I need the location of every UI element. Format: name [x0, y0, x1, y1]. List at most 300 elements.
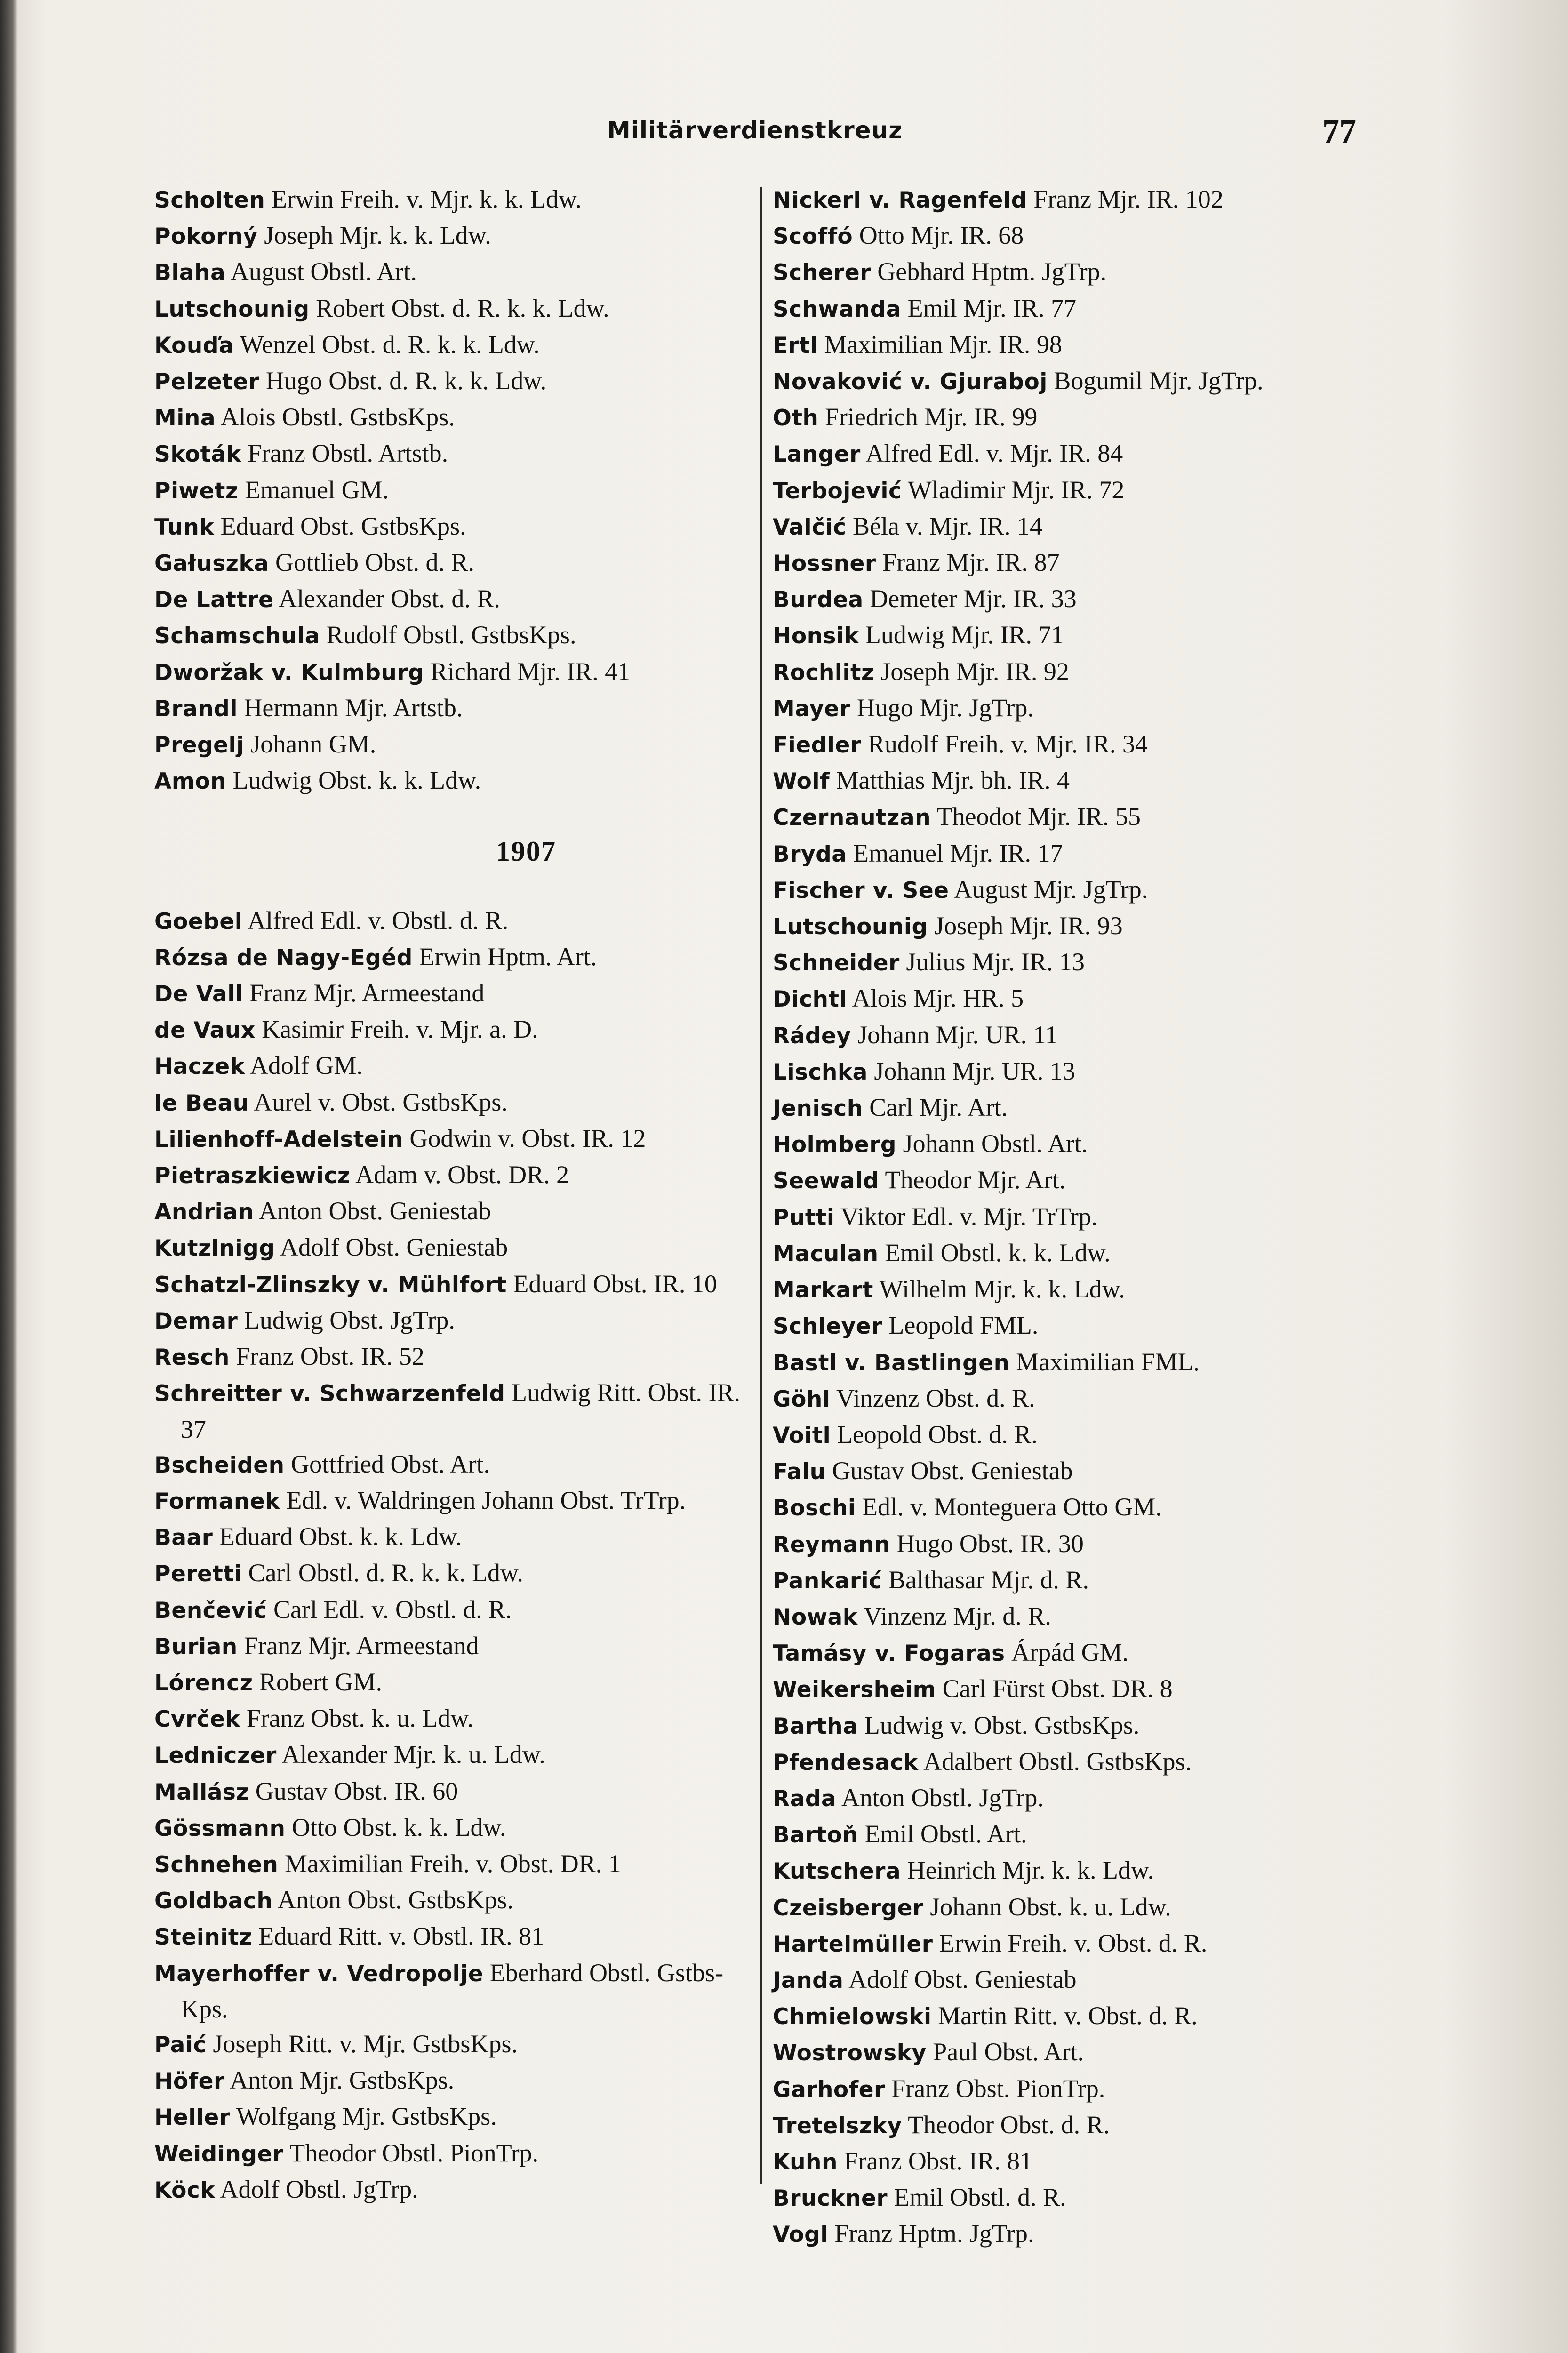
entry-surname: Markart [773, 1277, 873, 1304]
list-entry [154, 363, 766, 400]
entry-surname: Ledniczer [154, 1743, 277, 1769]
list-entry [154, 1701, 766, 1737]
entry-detail: Árpád GM. [1011, 1638, 1129, 1667]
entry-surname: Blaha [154, 260, 226, 286]
entry-detail: August Mjr. JgTrp. [954, 875, 1148, 904]
entry-detail: Franz Hptm. JgTrp. [834, 2219, 1034, 2248]
entry-surname: Seewald [773, 1168, 879, 1194]
entry-detail: Franz Obst. IR. 52 [236, 1342, 424, 1371]
list-entry [154, 2172, 766, 2208]
entry-surname: Goldbach [154, 1888, 273, 1914]
entry-surname: Cvrček [154, 1706, 240, 1733]
list-entry [773, 654, 1399, 690]
entry-surname: Vogl [773, 2222, 828, 2248]
entry-detail: Franz Obstl. Artstb. [248, 439, 448, 468]
entry-surname: De Lattre [154, 587, 274, 613]
entry-detail: Martin Ritt. v. Obst. d. R. [938, 2001, 1198, 2030]
entry-surname: Höfer [154, 2068, 225, 2095]
list-entry [773, 1162, 1399, 1199]
list-entry [773, 2107, 1399, 2144]
entry-surname: Mina [154, 405, 216, 432]
entry-surname: Lilienhoff-Adelstein [154, 1126, 403, 1152]
entry-detail: Carl Mjr. Art. [869, 1093, 1008, 1122]
entry-surname: Fiedler [773, 732, 862, 759]
entry-surname: Köck [154, 2177, 216, 2203]
list-entry [773, 2180, 1399, 2216]
list-entry [773, 1308, 1399, 1344]
entry-detail: Theodor Obst. d. R. [908, 2110, 1110, 2139]
entry-surname: Gałuszka [154, 551, 269, 577]
year-heading: 1907 [496, 836, 556, 867]
list-entry [154, 2136, 766, 2172]
list-entry [773, 872, 1399, 908]
entry-detail: Richard Mjr. IR. 41 [430, 657, 631, 686]
entry-surname: Haczek [154, 1054, 245, 1080]
entry-detail: Anton Obstl. JgTrp. [841, 1783, 1044, 1812]
left-list-section-1 [154, 182, 766, 799]
page-number: 77 [1322, 112, 1356, 150]
entry-detail: Franz Obst. k. u. Ldw. [246, 1704, 474, 1733]
list-entry [773, 1708, 1399, 1744]
list-entry [773, 1017, 1399, 1054]
entry-detail: Wilhelm Mjr. k. k. Ldw. [879, 1275, 1125, 1304]
entry-surname: Pelzeter [154, 369, 260, 395]
list-entry [773, 836, 1399, 872]
entry-detail: Bogumil Mjr. JgTrp. [1054, 367, 1264, 395]
entry-surname: Bastl v. Bastlingen [773, 1350, 1010, 1376]
list-entry [773, 472, 1399, 509]
right-list [773, 182, 1399, 2253]
entry-surname: Czernautzan [773, 805, 931, 831]
entry-surname: Schwanda [773, 296, 902, 322]
entry-surname: Rádey [773, 1023, 851, 1049]
entry-detail: Theodor Mjr. Art. [885, 1166, 1066, 1194]
entry-surname: Maculan [773, 1241, 879, 1267]
entry-surname: Resch [154, 1345, 230, 1371]
entry-surname: Burian [154, 1633, 238, 1660]
list-entry [773, 509, 1399, 545]
entry-surname: Schneider [773, 950, 900, 976]
entry-detail: Adalbert Obstl. GstbsKps. [923, 1747, 1192, 1776]
list-entry [154, 1774, 766, 1810]
entry-surname: Holmberg [773, 1132, 897, 1158]
list-entry [773, 690, 1399, 727]
entry-surname: Piwetz [154, 478, 239, 504]
entry-detail: Ludwig v. Obst. GstbsKps. [864, 1711, 1140, 1739]
entry-detail: Alois Mjr. HR. 5 [852, 984, 1024, 1013]
entry-detail: Julius Mjr. IR. 13 [906, 948, 1085, 976]
entry-detail: Johann Mjr. UR. 13 [874, 1056, 1075, 1085]
list-entry [773, 545, 1399, 581]
entry-surname: Dworžak v. Kulmburg [154, 659, 424, 686]
entry-surname: Pregelj [154, 732, 244, 759]
entry-surname: Pokorný [154, 224, 258, 250]
list-entry [773, 1381, 1399, 1417]
list-entry [154, 727, 766, 763]
entry-detail: Theodor Obstl. PionTrp. [289, 2138, 539, 2167]
list-entry [773, 400, 1399, 436]
entry-surname: Kutzlnigg [154, 1235, 275, 1262]
entry-surname: Wostrowsky [773, 2040, 927, 2066]
list-entry [154, 654, 766, 690]
entry-detail: Eduard Obst. GstbsKps. [220, 512, 466, 540]
list-entry [773, 617, 1399, 654]
entry-detail: Adolf Obst. Geniestab [280, 1233, 508, 1262]
entry-surname: Boschi [773, 1495, 856, 1521]
entry-detail: Vinzenz Obst. d. R. [836, 1384, 1035, 1412]
list-entry [154, 1665, 766, 1701]
entry-surname: Mayerhoffer v. Vedropolje [154, 1961, 484, 1987]
list-entry [773, 1126, 1399, 1162]
entry-surname: Skoták [154, 441, 241, 468]
entry-surname: Hartelmüller [773, 1931, 933, 1957]
entry-detail: Leopold FML. [888, 1311, 1039, 1340]
entry-surname: Formanek [154, 1488, 280, 1514]
entry-detail: Eduard Obst. IR. 10 [513, 1269, 717, 1298]
list-entry [154, 509, 766, 545]
entry-surname: Scherer [773, 260, 871, 286]
entry-surname: Nickerl v. Ragenfeld [773, 187, 1027, 213]
entry-detail: Hugo Mjr. JgTrp. [856, 693, 1034, 722]
entry-surname: Nowak [773, 1604, 858, 1630]
entry-surname: Pfendesack [773, 1749, 919, 1776]
list-entry [154, 1048, 766, 1084]
list-entry [154, 1592, 766, 1628]
entry-surname: Andrian [154, 1199, 254, 1225]
list-entry [154, 1303, 766, 1339]
entry-detail: Joseph Mjr. k. k. Ldw. [264, 221, 491, 250]
entry-detail: Joseph Ritt. v. Mjr. GstbsKps. [213, 2029, 518, 2058]
list-entry [154, 472, 766, 509]
list-entry [773, 2144, 1399, 2180]
entry-surname: Schnehen [154, 1851, 279, 1878]
list-entry [773, 1817, 1399, 1853]
left-list-section-2 [154, 903, 766, 2208]
entry-detail: Ludwig Mjr. IR. 71 [865, 621, 1064, 649]
list-entry [154, 1085, 766, 1121]
entry-detail: Adam v. Obst. DR. 2 [355, 1160, 569, 1189]
entry-surname: Lutschounig [154, 296, 310, 322]
list-entry [773, 1453, 1399, 1489]
entry-detail: Anton Obst. Geniestab [258, 1197, 491, 1225]
list-entry [154, 1628, 766, 1665]
entry-surname: Ertl [773, 332, 818, 359]
entry-detail: Carl Obstl. d. R. k. k. Ldw. [248, 1559, 523, 1587]
list-entry [154, 939, 766, 976]
entry-detail: Gustav Obst. Geniestab [832, 1457, 1073, 1485]
entry-detail: August Obstl. Art. [230, 257, 417, 286]
entry-surname: Schleyer [773, 1313, 882, 1340]
entry-surname: Heller [154, 2105, 231, 2131]
entry-surname: Schatzl-Zlinszky v. Mühlfort [154, 1272, 507, 1298]
entry-detail: Hugo Obst. IR. 30 [896, 1529, 1084, 1558]
entry-detail: Alexander Mjr. k. u. Ldw. [281, 1740, 545, 1769]
entry-detail: Hermann Mjr. Artstb. [244, 693, 463, 722]
entry-detail: Carl Fürst Obst. DR. 8 [942, 1674, 1173, 1703]
entry-surname: Wolf [773, 768, 830, 795]
entry-surname: Putti [773, 1204, 835, 1231]
list-entry [154, 2099, 766, 2135]
entry-surname: Langer [773, 441, 861, 468]
entry-detail: Franz Mjr. Armeestand [244, 1631, 479, 1660]
list-entry [154, 763, 766, 799]
entry-surname: Lórencz [154, 1670, 253, 1696]
entry-detail: Theodot Mjr. IR. 55 [936, 802, 1141, 831]
entry-surname: Pietraszkiewicz [154, 1163, 351, 1189]
entry-detail: Edl. v. Waldringen Johann Obst. TrTrp. [286, 1486, 686, 1514]
entry-detail: Demeter Mjr. IR. 33 [870, 584, 1077, 613]
entry-surname: le Beau [154, 1090, 249, 1116]
entry-detail: Joseph Mjr. IR. 92 [880, 657, 1069, 686]
list-entry [773, 1962, 1399, 1998]
entry-surname: de Vaux [154, 1017, 256, 1044]
entry-detail: Gustav Obst. IR. 60 [255, 1777, 458, 1805]
entry-surname: Tamásy v. Fogaras [773, 1641, 1005, 1667]
entry-surname: Bartha [773, 1713, 858, 1739]
list-entry [773, 727, 1399, 763]
list-entry [154, 254, 766, 290]
entry-detail: Hugo Obst. d. R. k. k. Ldw. [265, 367, 547, 395]
entry-detail: Maximilian Freih. v. Obst. DR. 1 [284, 1849, 621, 1878]
list-entry [773, 981, 1399, 1017]
entry-detail: Erwin Hptm. Art. [419, 942, 597, 971]
list-entry [773, 182, 1399, 218]
entry-detail: Paul Obst. Art. [933, 2038, 1084, 2066]
list-entry [773, 1345, 1399, 1381]
entry-surname: Rada [773, 1785, 837, 1812]
entry-detail: Robert Obst. d. R. k. k. Ldw. [316, 294, 609, 322]
list-entry [154, 1846, 766, 1882]
entry-surname: Steinitz [154, 1924, 252, 1951]
entry-surname: Peretti [154, 1561, 242, 1587]
entry-surname: Kutschera [773, 1858, 901, 1885]
entry-detail: Leopold Obst. d. R. [837, 1420, 1038, 1449]
entry-surname: Novaković v. Gjuraboj [773, 369, 1048, 395]
list-entry [773, 944, 1399, 981]
list-entry [773, 363, 1399, 400]
list-entry [773, 2071, 1399, 2107]
entry-surname: Pankarić [773, 1568, 882, 1594]
entry-surname: Lischka [773, 1059, 868, 1085]
entry-surname: Janda [773, 1967, 844, 1993]
entry-detail: Johann Mjr. UR. 11 [857, 1020, 1058, 1049]
list-entry [154, 1919, 766, 1955]
list-entry [773, 1199, 1399, 1235]
list-entry [773, 1926, 1399, 1962]
entry-surname: Rózsa de Nagy-Egéd [154, 944, 413, 971]
entry-detail: Emanuel Mjr. IR. 17 [853, 839, 1063, 867]
entry-detail: Wladimir Mjr. IR. 72 [907, 475, 1125, 504]
list-entry [773, 1853, 1399, 1889]
entry-surname: Valčić [773, 514, 847, 540]
entry-detail: Eduard Ritt. v. Obstl. IR. 81 [258, 1922, 544, 1951]
entry-detail: Joseph Mjr. IR. 93 [934, 912, 1123, 940]
running-title: Militärverdienstkreuz [607, 117, 903, 144]
entry-surname: Weikersheim [773, 1677, 936, 1703]
entry-detail: Franz Mjr. Armeestand [249, 979, 485, 1008]
list-entry [773, 1744, 1399, 1780]
entry-detail: Matthias Mjr. bh. IR. 4 [836, 766, 1070, 795]
entry-detail: Ludwig Obst. k. k. Ldw. [232, 766, 481, 795]
entry-detail: Emanuel GM. [245, 475, 389, 504]
list-entry [154, 436, 766, 472]
list-entry [154, 545, 766, 581]
entry-detail: Gottfried Obst. Art. [291, 1449, 490, 1478]
list-entry [154, 1737, 766, 1773]
list-entry [773, 908, 1399, 944]
entry-detail: Otto Obst. k. k. Ldw. [291, 1813, 506, 1841]
entry-detail: Eberhard Obstl. Gstbs-Kps. [181, 1958, 724, 2023]
entry-surname: Voitl [773, 1422, 831, 1449]
entry-surname: Burdea [773, 587, 864, 613]
list-entry [154, 1555, 766, 1592]
list-entry [773, 1780, 1399, 1817]
list-entry [154, 291, 766, 327]
entry-detail: Alois Obstl. GstbsKps. [220, 403, 455, 432]
entry-surname: Terbojević [773, 478, 902, 504]
entry-detail: Ludwig Ritt. Obst. IR. 37 [181, 1378, 740, 1443]
entry-detail: Carl Edl. v. Obstl. d. R. [273, 1595, 512, 1624]
entry-surname: Honsik [773, 623, 859, 649]
list-entry [154, 1955, 766, 2026]
entry-detail: Anton Obst. GstbsKps. [277, 1886, 513, 1914]
entry-detail: Alexander Obst. d. R. [278, 584, 500, 613]
entry-detail: Alfred Edl. v. Mjr. IR. 84 [865, 439, 1123, 468]
entry-detail: Edl. v. Monteguera Otto GM. [862, 1493, 1162, 1521]
list-entry [773, 1526, 1399, 1562]
entry-detail: Alfred Edl. v. Obstl. d. R. [247, 906, 509, 935]
list-entry [154, 581, 766, 617]
entry-detail: Béla v. Mjr. IR. 14 [852, 512, 1042, 540]
list-entry [154, 1810, 766, 1846]
entry-surname: Oth [773, 405, 819, 432]
list-entry [154, 1157, 766, 1193]
list-entry [773, 1090, 1399, 1126]
book-spine-edge [0, 0, 18, 2353]
list-entry [773, 1054, 1399, 1090]
list-entry [773, 581, 1399, 617]
entry-detail: Ludwig Obst. JgTrp. [244, 1305, 455, 1334]
entry-detail: Aurel v. Obst. GstbsKps. [254, 1088, 508, 1116]
list-entry [773, 1599, 1399, 1635]
list-entry [154, 1519, 766, 1555]
entry-surname: Czeisberger [773, 1895, 924, 1921]
entry-surname: Bryda [773, 841, 847, 867]
list-entry [154, 617, 766, 654]
list-entry [154, 1266, 766, 1303]
entry-detail: Robert GM. [259, 1667, 382, 1696]
entry-surname: Reymann [773, 1531, 890, 1558]
entry-surname: Kouďa [154, 332, 234, 359]
entry-detail: Rudolf Freih. v. Mjr. IR. 34 [867, 730, 1148, 759]
entry-surname: Tunk [154, 514, 215, 540]
entry-detail: Heinrich Mjr. k. k. Ldw. [907, 1856, 1154, 1885]
entry-surname: Goebel [154, 908, 243, 935]
entry-surname: Benčević [154, 1597, 267, 1624]
entry-surname: Bruckner [773, 2185, 888, 2212]
entry-detail: Johann GM. [250, 730, 376, 759]
entry-detail: Franz Obst. PionTrp. [891, 2074, 1105, 2103]
entry-detail: Friedrich Mjr. IR. 99 [824, 403, 1038, 432]
entry-detail: Rudolf Obstl. GstbsKps. [326, 621, 576, 649]
list-entry [154, 903, 766, 939]
entry-surname: Mayer [773, 696, 851, 722]
list-entry [773, 1489, 1399, 1526]
entry-detail: Viktor Edl. v. Mjr. TrTrp. [840, 1202, 1098, 1231]
entry-detail: Emil Obstl. k. k. Ldw. [885, 1238, 1111, 1267]
list-entry [154, 218, 766, 254]
list-entry [154, 1375, 766, 1446]
entry-detail: Vinzenz Mjr. d. R. [864, 1601, 1051, 1630]
entry-detail: Emil Obstl. Art. [864, 1820, 1027, 1849]
entry-surname: De Vall [154, 981, 243, 1008]
entry-detail: Emil Obstl. d. R. [894, 2183, 1066, 2212]
list-entry [773, 436, 1399, 472]
list-entry [154, 182, 766, 218]
right-column [773, 182, 1399, 2253]
entry-detail: Adolf Obst. Geniestab [848, 1965, 1077, 1993]
list-entry [773, 1998, 1399, 2034]
entry-surname: Garhofer [773, 2076, 885, 2103]
entry-surname: Hossner [773, 551, 876, 577]
entry-detail: Adolf Obstl. JgTrp. [220, 2175, 418, 2203]
entry-detail: Johann Obstl. Art. [903, 1129, 1088, 1158]
entry-surname: Tretelszky [773, 2113, 902, 2139]
list-entry [154, 400, 766, 436]
entry-detail: Kasimir Freih. v. Mjr. a. D. [262, 1015, 538, 1044]
list-entry [154, 976, 766, 1012]
list-entry [773, 218, 1399, 254]
list-entry [154, 1447, 766, 1483]
list-entry [773, 291, 1399, 327]
list-entry [154, 1339, 766, 1375]
entry-detail: Adolf GM. [249, 1051, 363, 1080]
list-entry [154, 690, 766, 727]
list-entry [154, 1882, 766, 1919]
entry-detail: Eduard Obst. k. k. Ldw. [219, 1522, 462, 1551]
entry-detail: Gottlieb Obst. d. R. [275, 548, 475, 577]
entry-detail: Erwin Freih. v. Obst. d. R. [939, 1929, 1208, 1957]
entry-surname: Baar [154, 1525, 213, 1551]
entry-surname: Dichtl [773, 986, 848, 1013]
list-entry [154, 1193, 766, 1230]
left-column [154, 182, 766, 2208]
entry-detail: Anton Mjr. GstbsKps. [230, 2066, 455, 2095]
entry-detail: Balthasar Mjr. d. R. [888, 1565, 1089, 1594]
entry-detail: Gebhard Hptm. JgTrp. [877, 257, 1107, 286]
list-entry [773, 254, 1399, 290]
entry-surname: Rochlitz [773, 659, 874, 686]
entry-surname: Chmielowski [773, 2004, 932, 2030]
entry-surname: Gössmann [154, 1815, 286, 1841]
list-entry [773, 1671, 1399, 1707]
entry-surname: Lutschounig [773, 914, 928, 940]
list-entry [154, 2026, 766, 2063]
list-entry [773, 1235, 1399, 1272]
list-entry [773, 1889, 1399, 1926]
entry-surname: Bartoň [773, 1822, 858, 1849]
list-entry [154, 2063, 766, 2099]
entry-detail: Franz Obst. IR. 81 [844, 2146, 1032, 2175]
entry-surname: Schamschula [154, 623, 320, 649]
entry-surname: Mallász [154, 1779, 249, 1805]
entry-detail: Wolfgang Mjr. GstbsKps. [236, 2102, 497, 2131]
entry-surname: Weidinger [154, 2141, 284, 2167]
list-entry [773, 763, 1399, 799]
entry-detail: Wenzel Obst. d. R. k. k. Ldw. [240, 330, 540, 359]
list-entry [154, 1483, 766, 1519]
entry-detail: Emil Mjr. IR. 77 [907, 294, 1077, 322]
